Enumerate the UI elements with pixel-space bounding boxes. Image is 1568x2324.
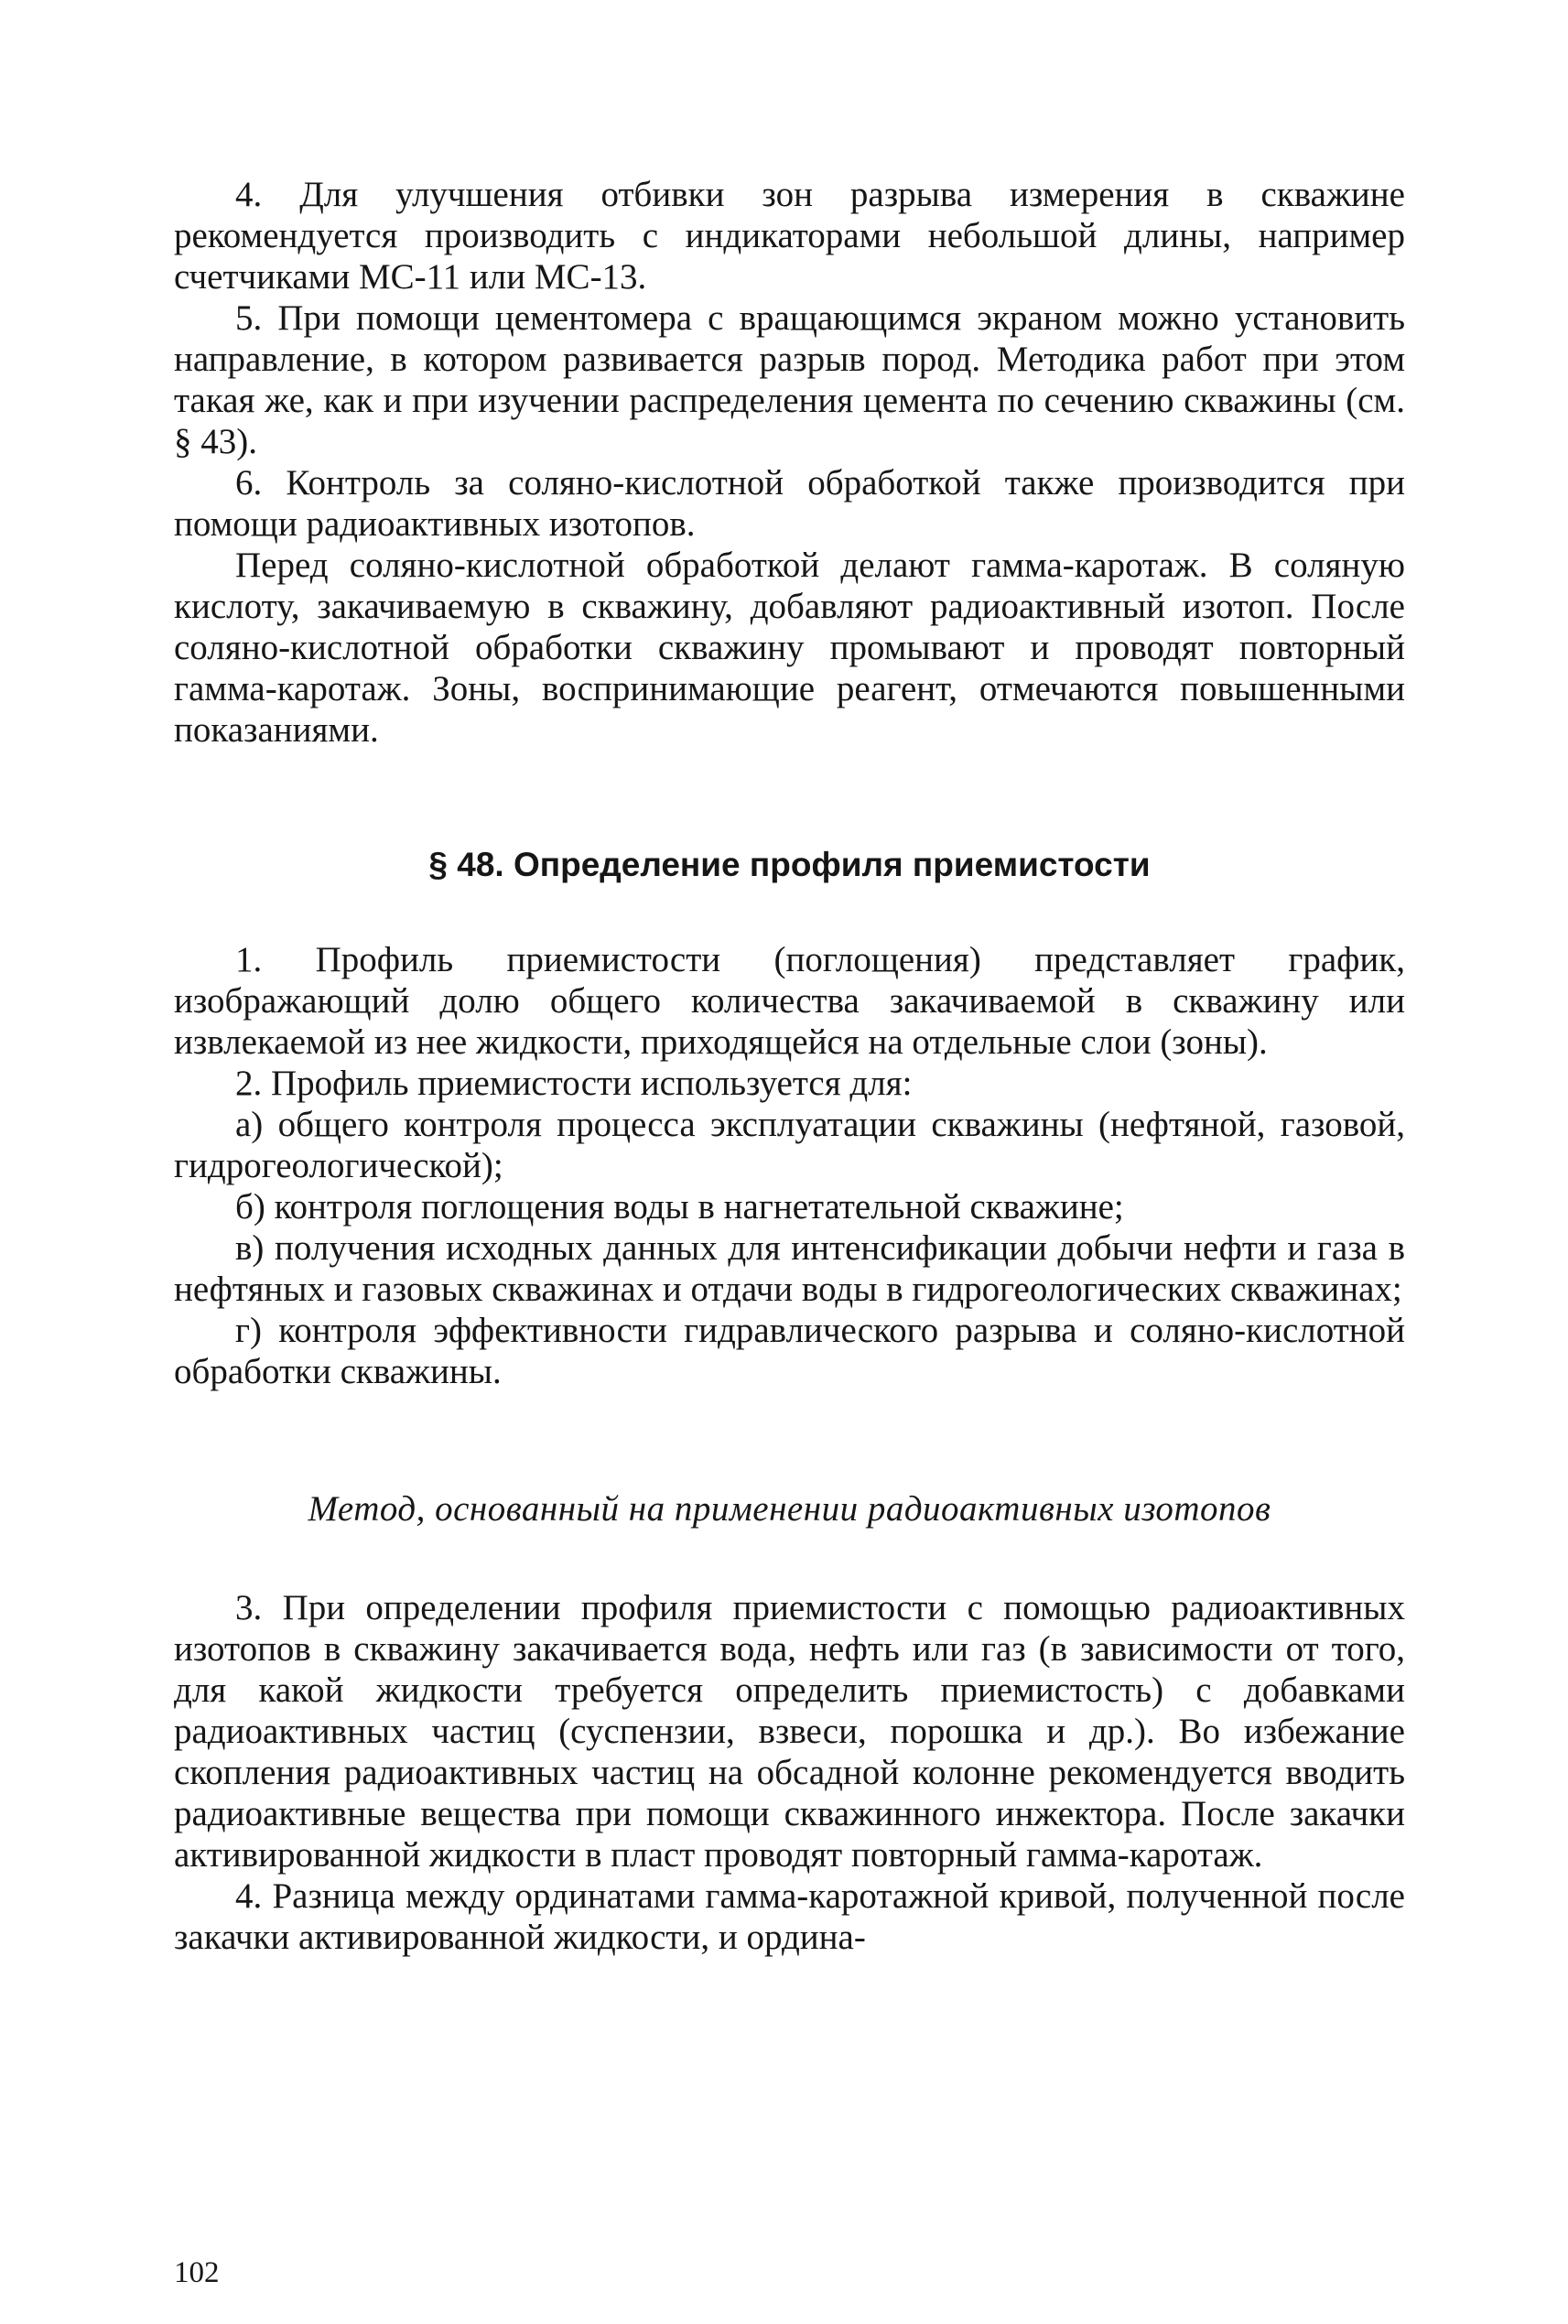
top-text-block — [174, 174, 1405, 751]
subsection-title: Метод, основанный на применении радиоактивных изотопов — [308, 1489, 1271, 1529]
book-page — [174, 174, 1405, 2289]
paragraph-item-6: 6. Контроль за соляно-кислотной обработкой также производится при помощи радиоактивных изотопов. — [174, 463, 1405, 544]
section-title: § 48. Определение профиля приемистости — [428, 846, 1151, 883]
bottom-text-block — [174, 1587, 1405, 1958]
list-item-v: в) получения исходных данных для интенсификации добычи нефти и газа в нефтяных и газовых скважинах и отдачи воды в гидрогеологических скважинах; — [174, 1228, 1405, 1309]
paragraph-gamma-logging: Перед соляно-кислотной обработкой делают гамма-каротаж. В соляную кислоту, закачиваемую в скважину, добавляют радиоактивный изотоп. После соляно-кислотной обработки скважину промывают и проводят повторный гамма-каротаж. Зоны, воспринимающие реагент, отмечаются повышенными показаниями. — [174, 546, 1405, 750]
list-item-b: б) контроля поглощения воды в нагнетательной скважине; — [235, 1187, 1124, 1227]
list-item-a: а) общего контроля процесса эксплуатации скважины (нефтяной, газовой, гидрогеологической); — [174, 1105, 1405, 1185]
paragraph-item-3-method: 3. При определении профиля приемистости с помощью радиоактивных изотопов в скважину закачивается вода, нефть или газ (в зависимости от того, для какой жидкости требуется определить приемистость) с добавками радиоактивных частиц (суспензии, взвеси, порошка и др.). Во избежание скопления радиоактивных частиц на обсадной колонне рекомендуется вводить радиоактивные вещества при помощи скважинного инжектора. После закачки активированной жидкости в пласт проводят повторный гамма-каротаж. — [174, 1588, 1405, 1875]
paragraph-item-4: 4. Для улучшения отбивки зон разрыва измерения в скважине рекомендуется производить с индикаторами небольшой длины, например счетчиками МС-11 или МС-13. — [174, 175, 1405, 297]
list-item-g: г) контроля эффективности гидравлического разрыва и соляно-кислотной обработки скважины. — [174, 1311, 1405, 1391]
page-number: 102 — [174, 2256, 220, 2289]
middle-text-block — [174, 939, 1405, 1392]
paragraph-item-4-method: 4. Разница между ординатами гамма-каротажной кривой, полученной после закачки активированной жидкости, и ордина- — [174, 1876, 1405, 1957]
paragraph-item-2: 2. Профиль приемистости используется для: — [235, 1064, 913, 1103]
paragraph-item-5: 5. При помощи цементомера с вращающимся экраном можно установить направление, в котором развивается разрыв пород. Методика работ при этом такая же, как и при изучении распределения цемента по сечению скважины (см. § 43). — [174, 298, 1405, 461]
paragraph-item-1: 1. Профиль приемистости (поглощения) представляет график, изображающий долю общего количества закачиваемой в скважину или извлекаемой из нее жидкости, приходящейся на отдельные слои (зоны). — [174, 940, 1405, 1062]
